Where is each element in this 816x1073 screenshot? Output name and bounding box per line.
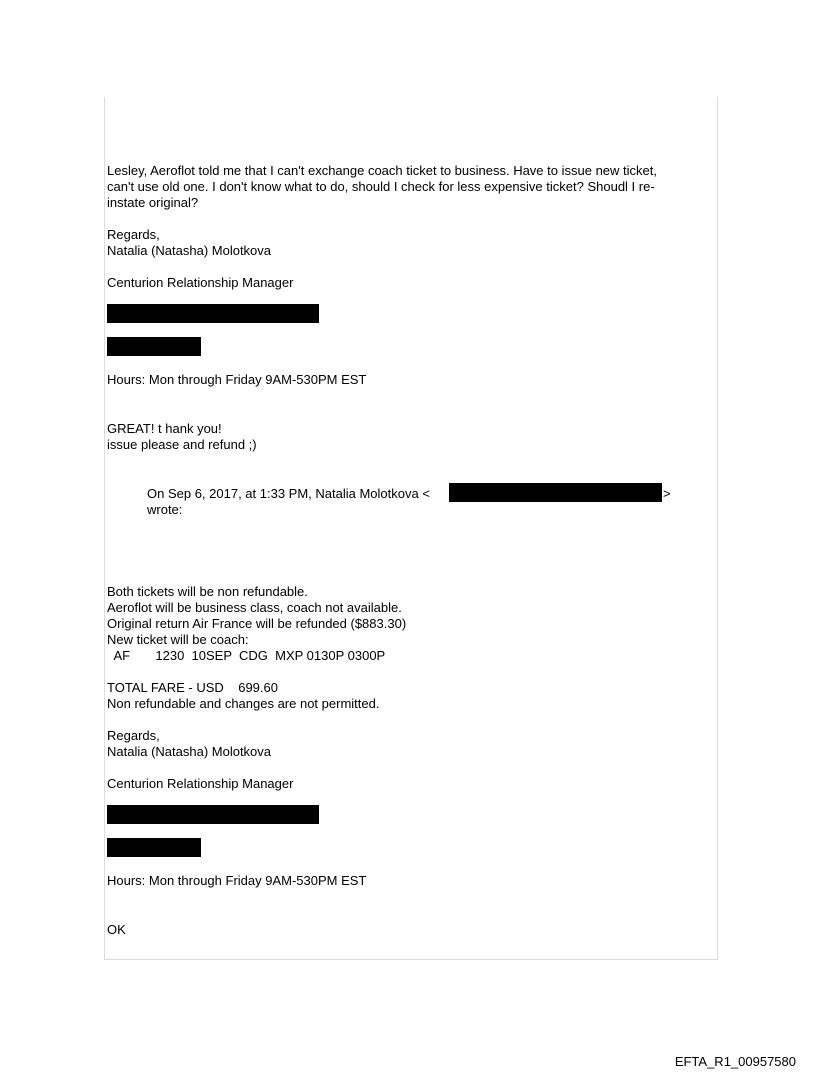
quoted-itinerary-line: AF 1230 10SEP CDG MXP 0130P 0300P [107,648,386,663]
quoted-regards: Regards, [107,728,160,743]
reply-hours: Hours: Mon through Friday 9AM-530PM EST [107,372,367,387]
reply-line-3: instate original? [107,195,199,210]
email-frame [104,97,718,960]
quoted-fare-note: Non refundable and changes are not permitted. [107,696,380,711]
document-id: EFTA_R1_00957580 [674,1054,796,1069]
reply-sender-name: Natalia (Natasha) Molotkova [107,243,272,258]
redaction-block-email [449,483,662,502]
quoted-line-1: Both tickets will be non refundable. [107,584,308,599]
redaction-block-ext [107,337,201,356]
quote-header-wrote: wrote: [147,502,183,517]
quoted-total-fare: TOTAL FARE - USD 699.60 [107,680,278,695]
quote-header-suffix: > [663,486,671,501]
quoted-line-3: Original return Air France will be refunded ($883.30) [107,616,407,631]
quote-header-prefix: On Sep 6, 2017, at 1:33 PM, Natalia Molotkova < [147,486,430,501]
redaction-block-phone-2 [107,805,319,824]
quoted-hours: Hours: Mon through Friday 9AM-530PM EST [107,873,367,888]
reply-regards: Regards, [107,227,160,242]
redaction-block-ext-2 [107,838,201,857]
customer-reply-line-2: issue please and refund ;) [107,437,257,452]
quoted-line-4: New ticket will be coach: [107,632,249,647]
quoted-sender-name: Natalia (Natasha) Molotkova [107,744,272,759]
quoted-ok: OK [107,922,126,937]
customer-reply-line-1: GREAT! t hank you! [107,421,222,436]
redaction-block-phone [107,304,319,323]
reply-line-1: Lesley, Aeroflot told me that I can't exchange coach ticket to business. Have to issue new ticket, [107,163,657,178]
quoted-line-2: Aeroflot will be business class, coach not available. [107,600,402,615]
quoted-sender-title: Centurion Relationship Manager [107,776,294,791]
reply-line-2: can't use old one. I don't know what to do, should I check for less expensive ticket? Shoudl I re- [107,179,655,194]
reply-sender-title: Centurion Relationship Manager [107,275,294,290]
